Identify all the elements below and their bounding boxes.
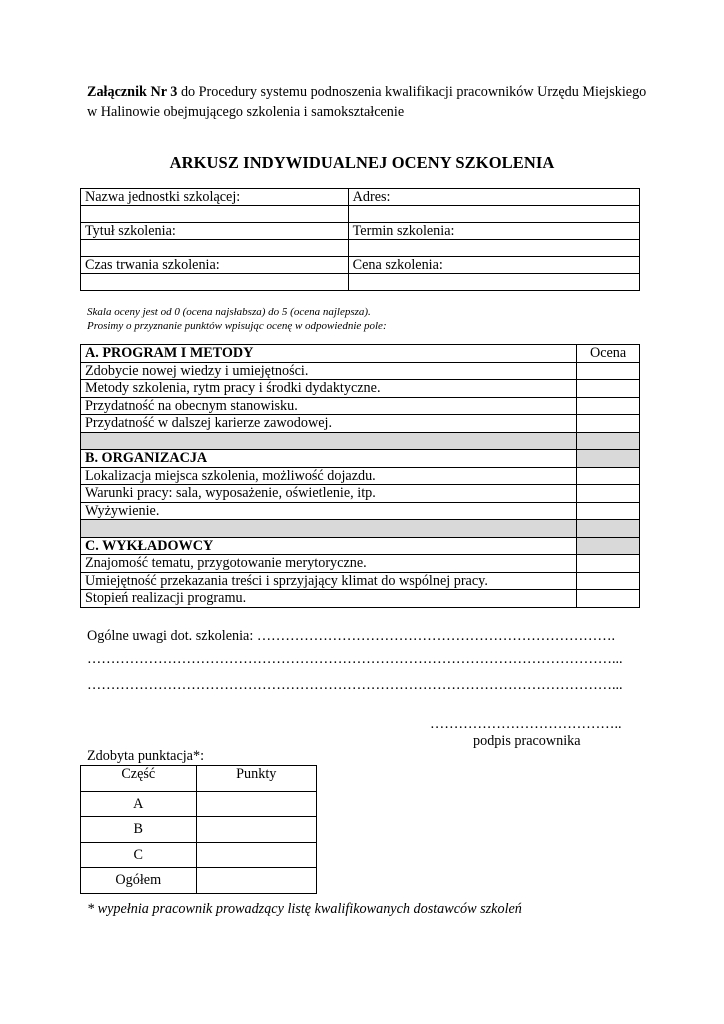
rating-row	[81, 362, 640, 380]
points-label: Zdobyta punktacja*:	[87, 748, 205, 764]
score-cell[interactable]	[577, 502, 640, 520]
info-row	[81, 189, 640, 206]
points-cell[interactable]	[196, 842, 316, 868]
signature-label: podpis pracownika	[473, 733, 581, 749]
scale-note-line-2: Prosimy o przyznanie punktów wpisując ocenę w odpowiednie pole:	[87, 320, 387, 332]
rating-row	[81, 485, 640, 503]
intro-text: do Procedury systemu podnoszenia kwalifikacji pracowników Urzędu Miejskiego w Halinowie obejmującego szkolenia i samokształcenie	[87, 84, 647, 120]
footnote: * wypełnia pracownik prowadzący listę kwalifikowanych dostawców szkoleń	[87, 901, 522, 917]
page-title: ARKUSZ INDYWIDUALNEJ OCENY SZKOLENIA	[169, 153, 555, 172]
points-cell[interactable]	[196, 868, 316, 894]
points-cell[interactable]	[196, 817, 316, 843]
rating-row	[81, 572, 640, 590]
separator-row	[81, 520, 640, 538]
criterion-label: Umiejętność przekazania treści i sprzyjający klimat do wspólnej pracy.	[81, 572, 577, 590]
score-cell[interactable]	[577, 362, 640, 380]
part-label: Ogółem	[81, 868, 197, 894]
info-cell-left[interactable]	[81, 206, 349, 223]
rating-table	[80, 344, 640, 608]
section-heading: B. ORGANIZACJA	[81, 450, 577, 468]
info-cell-left: Tytuł szkolenia:	[81, 223, 349, 240]
info-cell-right: Termin szkolenia:	[348, 223, 639, 240]
criterion-label: Lokalizacja miejsca szkolenia, możliwość dojazdu.	[81, 467, 577, 485]
part-header: Część	[81, 766, 197, 792]
score-cell[interactable]	[577, 380, 640, 398]
separator-row	[81, 432, 640, 450]
rating-row	[81, 467, 640, 485]
info-row	[81, 206, 640, 223]
points-table	[80, 765, 317, 894]
part-label: B	[81, 817, 197, 843]
scale-note-line-1: Skala oceny jest od 0 (ocena najsłabsza) do 5 (ocena najlepsza).	[87, 306, 371, 318]
section-heading-row	[81, 450, 640, 468]
info-cell-left: Nazwa jednostki szkolącej:	[81, 189, 349, 206]
scale-note	[87, 305, 387, 333]
criterion-label: Znajomość tematu, przygotowanie merytoryczne.	[81, 555, 577, 573]
info-cell-right[interactable]	[348, 240, 639, 257]
rating-row	[81, 590, 640, 608]
info-cell-right: Adres:	[348, 189, 639, 206]
section-heading-row	[81, 345, 640, 363]
criterion-label: Przydatność na obecnym stanowisku.	[81, 397, 577, 415]
points-row	[81, 868, 317, 894]
remarks-label: Ogólne uwagi dot. szkolenia: ………………………………………………………………….	[87, 628, 616, 644]
score-header: Ocena	[577, 345, 640, 363]
score-cell[interactable]	[577, 397, 640, 415]
rating-row	[81, 415, 640, 433]
attachment-number: Załącznik Nr 3	[87, 84, 178, 100]
rating-row	[81, 380, 640, 398]
score-cell-shaded	[577, 450, 640, 468]
remarks-line-2: …………………………………………………………………………………………………...	[87, 651, 623, 667]
points-row	[81, 842, 317, 868]
info-cell-right[interactable]	[348, 206, 639, 223]
info-row	[81, 257, 640, 274]
training-info-table	[80, 188, 640, 291]
info-cell-right[interactable]	[348, 274, 639, 291]
rating-row	[81, 555, 640, 573]
separator-cell	[577, 432, 640, 450]
criterion-label: Stopień realizacji programu.	[81, 590, 577, 608]
score-cell[interactable]	[577, 467, 640, 485]
info-cell-right: Cena szkolenia:	[348, 257, 639, 274]
criterion-label: Warunki pracy: sala, wyposażenie, oświetlenie, itp.	[81, 485, 577, 503]
section-heading-row	[81, 537, 640, 555]
section-heading: A. PROGRAM I METODY	[81, 345, 577, 363]
info-row	[81, 240, 640, 257]
criterion-label: Przydatność w dalszej karierze zawodowej.	[81, 415, 577, 433]
info-cell-left: Czas trwania szkolenia:	[81, 257, 349, 274]
part-label: C	[81, 842, 197, 868]
score-cell[interactable]	[577, 555, 640, 573]
separator-cell	[81, 520, 577, 538]
info-row	[81, 223, 640, 240]
score-cell[interactable]	[577, 415, 640, 433]
intro-paragraph	[87, 82, 647, 122]
points-cell[interactable]	[196, 791, 316, 817]
rating-row	[81, 502, 640, 520]
points-header-row	[81, 766, 317, 792]
criterion-label: Metody szkolenia, rytm pracy i środki dydaktyczne.	[81, 380, 577, 398]
section-heading: C. WYKŁADOWCY	[81, 537, 577, 555]
points-row	[81, 817, 317, 843]
score-cell[interactable]	[577, 590, 640, 608]
info-cell-left[interactable]	[81, 240, 349, 257]
points-row	[81, 791, 317, 817]
criterion-label: Zdobycie nowej wiedzy i umiejętności.	[81, 362, 577, 380]
score-cell-shaded	[577, 537, 640, 555]
signature-dots: …………………………………..	[430, 716, 622, 732]
info-row	[81, 274, 640, 291]
separator-cell	[577, 520, 640, 538]
score-cell[interactable]	[577, 485, 640, 503]
remarks-line-3: …………………………………………………………………………………………………...	[87, 677, 623, 693]
rating-row	[81, 397, 640, 415]
part-label: A	[81, 791, 197, 817]
info-cell-left[interactable]	[81, 274, 349, 291]
points-header: Punkty	[196, 766, 316, 792]
separator-cell	[81, 432, 577, 450]
score-cell[interactable]	[577, 572, 640, 590]
criterion-label: Wyżywienie.	[81, 502, 577, 520]
